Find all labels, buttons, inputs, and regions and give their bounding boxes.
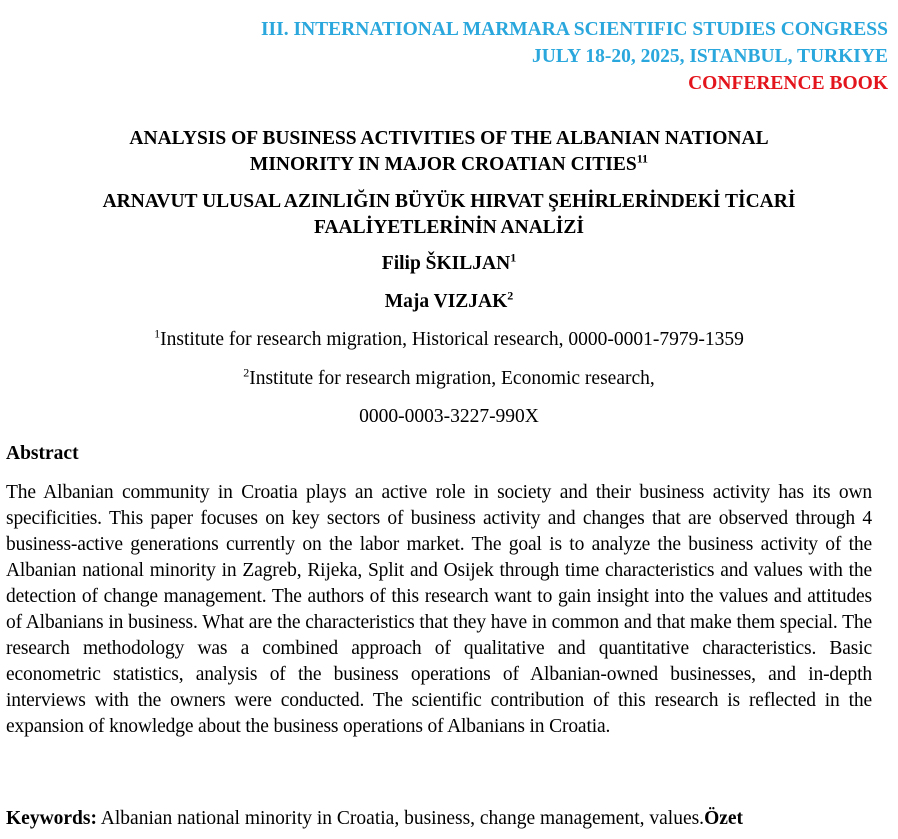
ozet-heading: Özet (704, 808, 744, 829)
conference-title: III. INTERNATIONAL MARMARA SCIENTIFIC STUDIES CONGRESS (260, 19, 888, 40)
affiliation-2-orcid: 0000-0003-3227-990X (359, 406, 539, 427)
author-2-affiliation-marker: 2 (507, 288, 514, 303)
paper-title-english-line2 (0, 152, 898, 178)
paper-title-english-line1: ANALYSIS OF BUSINESS ACTIVITIES OF THE ALBANIAN NATIONAL (129, 128, 769, 149)
affiliation-2-marker: 2 (243, 365, 250, 380)
paper-title-turkish (0, 189, 898, 241)
author-1-affiliation-marker: 1 (510, 250, 517, 265)
conference-date-location: JULY 18-20, 2025, ISTANBUL, TURKIYE (532, 46, 888, 67)
author-2-name: Maja VIZJAK (384, 291, 508, 312)
paper-title-turkish-line1: ARNAVUT ULUSAL AZINLIĞIN BÜYÜK HIRVAT ŞEHİRLERİNDEKİ TİCARİ (102, 191, 796, 212)
keywords-line (6, 808, 896, 830)
affiliation-1-text: Institute for research migration, Historical research, 0000-0001-7979-1359 (160, 329, 744, 350)
keywords-text: Albanian national minority in Croatia, business, change management, values. (97, 808, 705, 829)
title-footnote-marker[interactable]: 11 (636, 151, 649, 166)
affiliation-2-text: Institute for research migration, Economic research, (249, 368, 655, 389)
paper-title-turkish-line2: FAALİYETLERİNİN ANALİZİ (314, 217, 584, 238)
author-1-name: Filip ŠKILJAN (381, 253, 511, 274)
abstract-body: The Albanian community in Croatia plays an active role in society and their business activity has its own specificities. This paper focuses on key sectors of business activity and changes that are observed through 4 business-active generations currently on the labor market. The goal is to analyze the business activity of the Albanian national minority in Zagreb, Rijeka, Split and Osijek through time characteristics and values with the detection of change management. The authors of this research want to gain insight into the values and attitudes of Albanians in business. What are the characteristics that they have in common and that make them special. The research methodology was a combined approach of qualitative and quantitative characteristics. Basic econometric statistics, analysis of the business operations of Albanian-owned businesses, and in-depth interviews with the owners were conducted. The scientific contribution of this research is reflected in the expansion of knowledge about the business operations of Albanians in Croatia. (6, 482, 872, 737)
affiliation-1 (0, 326, 898, 351)
conference-book-label: CONFERENCE BOOK (688, 73, 888, 94)
conference-header (261, 16, 888, 97)
affiliation-1-marker: 1 (154, 326, 161, 341)
author-1 (0, 250, 898, 275)
paper-title-english-line2-text: MINORITY IN MAJOR CROATIAN CITIES (249, 154, 637, 175)
abstract-heading: Abstract (6, 443, 79, 464)
keywords-label: Keywords: (6, 808, 97, 829)
paper-title-english (0, 126, 898, 178)
affiliation-2 (0, 365, 898, 390)
author-2 (0, 288, 898, 313)
